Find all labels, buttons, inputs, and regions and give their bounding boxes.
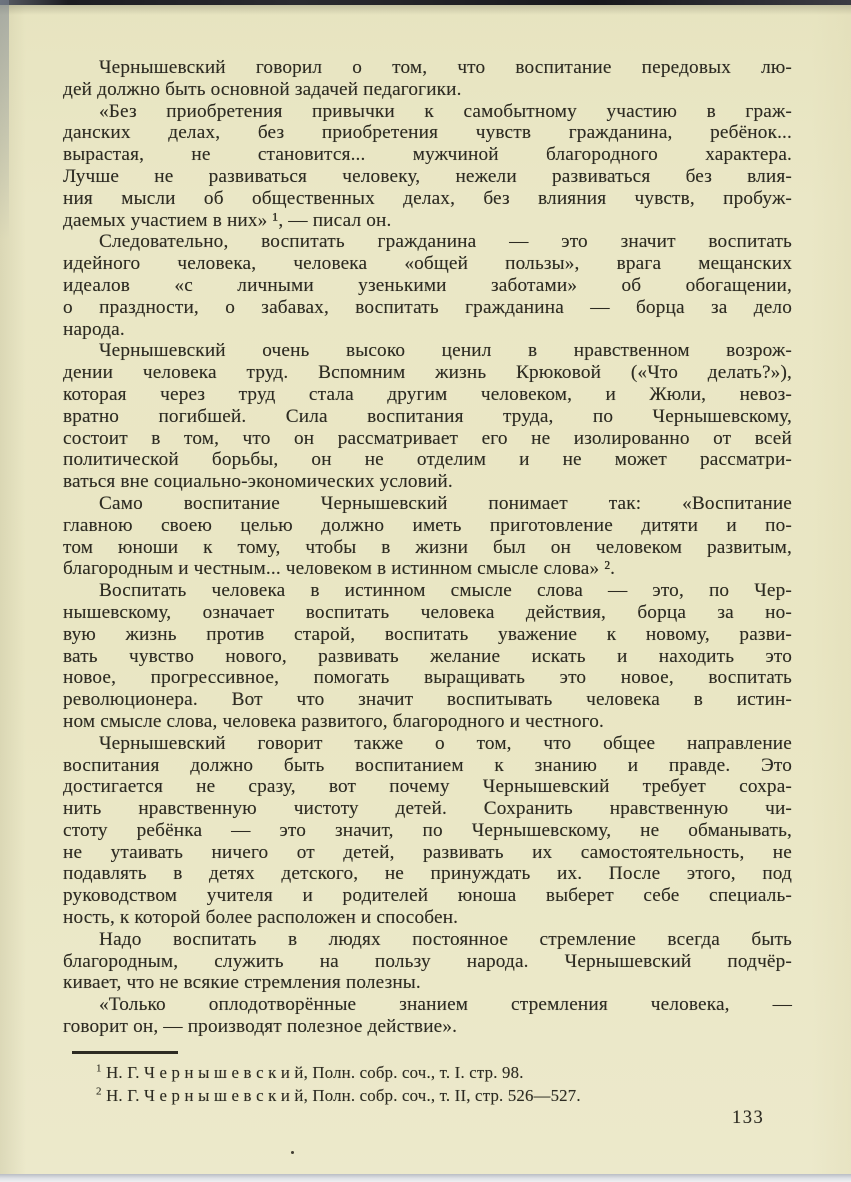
footnote-marker: 2 bbox=[96, 1085, 102, 1098]
text-line: Лучше не развиваться человеку, нежели развиваться без влия- bbox=[63, 165, 792, 187]
text-line: народа. bbox=[63, 318, 125, 340]
text-line: новое, прогрессивное, помогать выращивать это новое, воспитать bbox=[63, 667, 792, 689]
text-line: благородным и честным... человеком в истинном смысле слова» ². bbox=[63, 558, 616, 580]
text-line: нить нравственную чистоту детей. Сохранить нравственную чи- bbox=[63, 798, 792, 820]
paragraph bbox=[63, 580, 792, 733]
text-line: даемых участием в них» ¹, — писал он. bbox=[63, 209, 392, 231]
text-line: вать чувство нового, развивать желание искать и находить это bbox=[63, 645, 792, 667]
text-line: Воспитать человека в истинном смысле слова — это, по Чер- bbox=[99, 580, 792, 602]
paragraph bbox=[63, 231, 792, 340]
paragraph bbox=[63, 929, 792, 994]
text-line: вырастая, не становится... мужчиной благородного характера. bbox=[63, 144, 792, 166]
text-line: Следовательно, воспитать гражданина — это значит воспитать bbox=[99, 231, 792, 253]
text-line: вую жизнь против старой, воспитать уважение к новому, разви- bbox=[63, 623, 792, 645]
text-line: Чернышевский говорит также о том, что общее направление bbox=[99, 732, 792, 754]
footnote-text: Н. Г. Ч е р н ы ш е в с к и й, Полн. собр. соч., т. II, стр. 526—527. bbox=[101, 1086, 581, 1106]
text-line: говорит он, — производят полезное действие». bbox=[63, 1016, 458, 1038]
text-line: достигается не сразу, вот почему Чернышевский требует сохра- bbox=[63, 776, 792, 798]
paragraph bbox=[63, 994, 792, 1038]
text-line: идеалов «с личными узенькими заботами» об обогащении, bbox=[63, 274, 792, 296]
text-line: кивает, что не всякие стремления полезны. bbox=[63, 972, 421, 994]
body-text bbox=[63, 57, 792, 1038]
footnote bbox=[66, 1061, 766, 1084]
text-line: Чернышевский очень высоко ценил в нравственном возрож- bbox=[99, 340, 792, 362]
text-line: ния мысли об общественных делах, без влияния чувств, пробуж- bbox=[63, 187, 792, 209]
text-line: ваться вне социально-экономических условий. bbox=[63, 471, 453, 493]
text-line: «Только оплодотворённые знанием стремления человека, — bbox=[99, 994, 792, 1016]
page-number: 133 bbox=[732, 1108, 765, 1128]
text-line: дей должно быть основной задачей педагогики. bbox=[63, 78, 462, 100]
text-line: идейного человека, человека «общей пользы», врага мещанских bbox=[63, 253, 792, 275]
text-line: состоит в том, что он рассматривает его не изолированно от всей bbox=[63, 427, 792, 449]
footnotes bbox=[66, 1061, 766, 1108]
scan-edge-bottom bbox=[0, 1174, 851, 1182]
footnote-separator bbox=[72, 1051, 178, 1054]
text-line: вратно погибшей. Сила воспитания труда, по Чернышевскому, bbox=[63, 405, 792, 427]
text-line: стоту ребёнка — это значит, по Чернышевскому, не обманывать, bbox=[63, 819, 792, 841]
paragraph bbox=[63, 733, 792, 929]
scan-edge-left bbox=[0, 0, 9, 240]
footnote-text: Н. Г. Ч е р н ы ш е в с к и й, Полн. собр. соч., т. I. стр. 98. bbox=[101, 1063, 524, 1082]
text-line: воспитания должно быть воспитанием к знанию и правде. Это bbox=[63, 754, 792, 776]
paragraph bbox=[63, 493, 792, 580]
text-line: ность, к которой более расположен и способен. bbox=[63, 907, 459, 929]
text-line: дении человека труд. Вспомним жизнь Крюковой («Что делать?»), bbox=[63, 362, 792, 384]
footnote bbox=[66, 1084, 766, 1107]
text-line: ном смысле слова, человека развитого, благородного и честного. bbox=[63, 710, 605, 732]
text-line: данских делах, без приобретения чувств гражданина, ребёнок... bbox=[63, 122, 792, 144]
text-line: Надо воспитать в людях постоянное стремление всегда быть bbox=[99, 928, 792, 950]
text-line: том юноши к тому, чтобы в жизни был он человеком развитым, bbox=[63, 536, 792, 558]
text-line: «Без приобретения привычки к самобытному участию в граж- bbox=[99, 100, 792, 122]
footnote-marker: 1 bbox=[96, 1062, 102, 1075]
text-line: политической борьбы, он не отделим и не может рассматри- bbox=[63, 449, 792, 471]
text-line: которая через труд стала другим человеком, и Жюли, невоз- bbox=[63, 383, 792, 405]
text-line: нышевскому, означает воспитать человека действия, борца за но- bbox=[63, 601, 792, 623]
text-line: не утаивать ничего от детей, развивать их самостоятельность, не bbox=[63, 841, 792, 863]
paragraph bbox=[63, 101, 792, 232]
text-line: Само воспитание Чернышевский понимает так: «Воспитание bbox=[99, 492, 792, 514]
paragraph bbox=[63, 340, 792, 493]
text-line: Чернышевский говорил о том, что воспитание передовых лю- bbox=[99, 57, 792, 78]
paper-speck bbox=[291, 1151, 294, 1154]
text-line: революционера. Вот что значит воспитывать человека в истин- bbox=[63, 689, 792, 711]
text-line: главною своею целью должно иметь приготовление дитяти и по- bbox=[63, 514, 792, 536]
paragraph bbox=[63, 57, 792, 101]
text-line: о праздности, о забавах, воспитать гражданина — борца за дело bbox=[63, 296, 792, 318]
text-line: подавлять в детях детского, не принуждать их. После этого, под bbox=[63, 863, 792, 885]
text-line: руководством учителя и родителей юноша выберет себе специаль- bbox=[63, 885, 792, 907]
scan-edge-top-shadow bbox=[0, 5, 851, 15]
text-line: благородным, служить на пользу народа. Чернышевский подчёр- bbox=[63, 950, 792, 972]
